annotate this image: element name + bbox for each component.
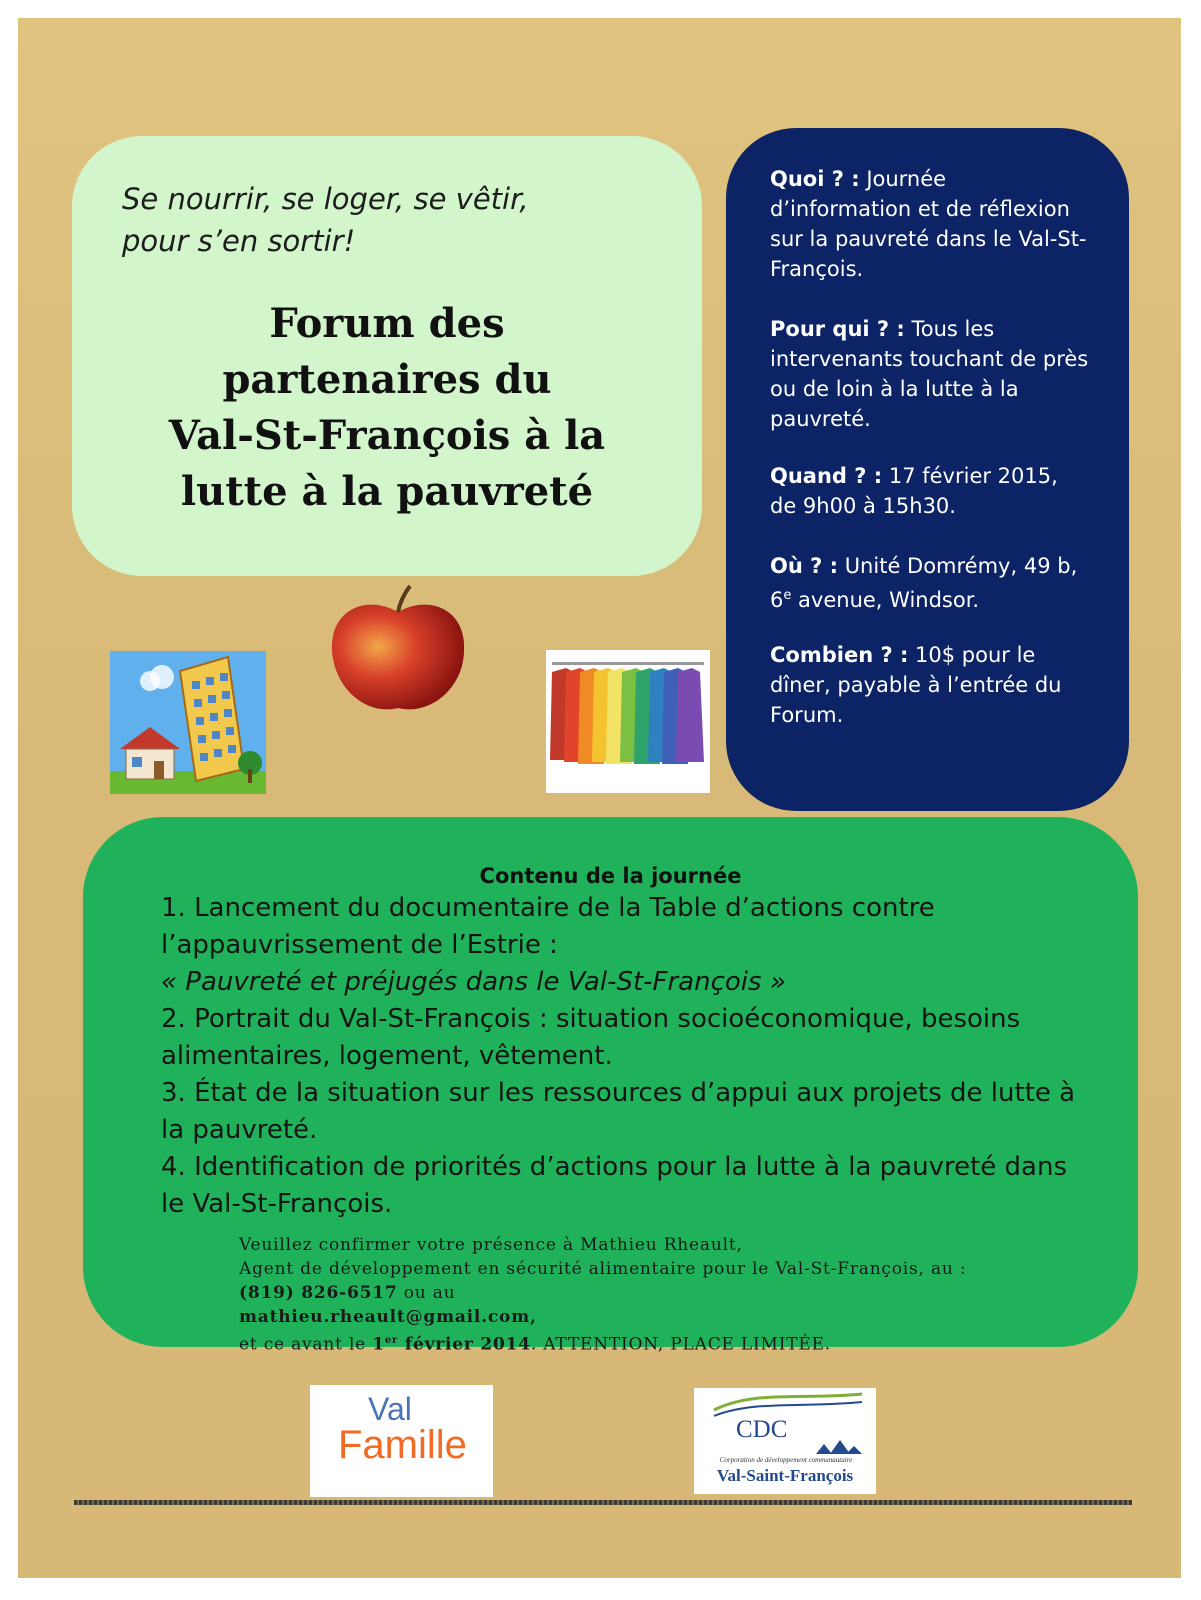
info-quand: [770, 461, 1090, 521]
rsvp-phone-line: [239, 1281, 1119, 1305]
info-quoi: [770, 164, 1090, 284]
title-line: partenaires du: [222, 356, 552, 403]
info-quand-text: 17 février 2015, de 9h00 à 15h30.: [770, 464, 1058, 518]
title-line: Val-St-François à la: [168, 412, 606, 459]
val-famille-logo-famille: Famille: [338, 1423, 467, 1467]
rsvp-email-line: [239, 1305, 1119, 1329]
program-item-1: 1. Lancement du documentaire de la Table d’actions contre l’appauvrissement de l’Estrie :: [161, 893, 935, 960]
event-info-panel: [726, 128, 1129, 811]
forum-title: [102, 296, 672, 520]
cdc-village-icon: [814, 1426, 864, 1456]
rsvp-date-rest: février 2014: [398, 1334, 531, 1355]
rsvp-block: [239, 1233, 1119, 1357]
rsvp-email[interactable]: mathieu.rheault@gmail.com,: [239, 1307, 537, 1327]
title-line: lutte à la pauvreté: [180, 468, 594, 515]
program-list: [161, 890, 1081, 1223]
cdc-logo-subtitle: Corporation de développement communautaire: [719, 1456, 853, 1464]
val-famille-logo-val: Val: [368, 1391, 412, 1427]
tagline-line: Se nourrir, se loger, se vêtir,: [122, 182, 529, 216]
apple-illustration: [326, 584, 470, 716]
program-panel: [83, 817, 1138, 1355]
info-combien-label: Combien ? :: [770, 643, 909, 667]
val-famille-logo: [310, 1385, 493, 1497]
rsvp-deadline-line: [239, 1329, 1119, 1357]
rsvp-phone-suffix: ou au: [397, 1283, 456, 1303]
program-item-2: 2. Portrait du Val-St-François : situation socioéconomique, besoins alimentaires, logement, vêtement.: [161, 1004, 1021, 1071]
program-item-3: 3. État de la situation sur les ressources d’appui aux projets de lutte à la pauvreté.: [161, 1078, 1076, 1145]
building-illustration: [110, 651, 266, 794]
info-quand-label: Quand ? :: [770, 464, 883, 488]
rsvp-deadline-suffix: . ATTENTION, PLACE LIMITÉE.: [530, 1334, 832, 1355]
cdc-logo-abbr: CDC: [736, 1416, 788, 1443]
info-pour-qui-label: Pour qui ? :: [770, 317, 905, 341]
documentary-title: « Pauvreté et préjugés dans le Val-St-François »: [161, 967, 786, 997]
info-ou-text-2: avenue, Windsor.: [791, 588, 980, 612]
rsvp-deadline-prefix: et ce avant le: [239, 1334, 373, 1355]
program-item-4: 4. Identification de priorités d’actions pour la lutte à la pauvreté dans le Val-St-François.: [161, 1152, 1067, 1219]
clothes-rack-illustration: [546, 650, 710, 793]
cdc-logo-name: Val-Saint-François: [716, 1466, 854, 1485]
info-combien: [770, 640, 1090, 730]
tagline-panel: [72, 136, 702, 576]
cdc-logo: [694, 1388, 876, 1494]
info-combien-text: 10$ pour le dîner, payable à l’entrée du Forum.: [770, 643, 1062, 727]
info-pour-qui-text: Tous les intervenants touchant de près ou de loin à la lutte à la pauvreté.: [770, 317, 1089, 431]
info-pour-qui: [770, 314, 1090, 434]
info-ou-label: Où ? :: [770, 554, 839, 578]
info-quoi-label: Quoi ? :: [770, 167, 860, 191]
title-line: Forum des: [269, 300, 505, 347]
info-ou-sup: e: [783, 588, 792, 603]
rsvp-line: Veuillez confirmer votre présence à Mathieu Rheault,: [239, 1235, 743, 1255]
info-ou-text: Unité Domrémy, 49 b, 6: [770, 554, 1078, 612]
program-heading: Contenu de la journée: [479, 864, 742, 888]
footer-divider: [74, 1500, 1132, 1505]
rsvp-phone[interactable]: (819) 826-6517: [239, 1283, 398, 1303]
tagline-line: pour s’en sortir!: [122, 224, 356, 258]
rsvp-date-day: 1: [372, 1334, 385, 1355]
rsvp-line: Agent de développement en sécurité alimentaire pour le Val-St-François, au :: [239, 1259, 967, 1279]
info-quoi-text: Journée d’information et de réflexion sur la pauvreté dans le Val-St-François.: [770, 167, 1087, 281]
rsvp-date-sup: er: [384, 1335, 399, 1346]
info-ou: [770, 551, 1090, 615]
tagline: [122, 178, 642, 262]
